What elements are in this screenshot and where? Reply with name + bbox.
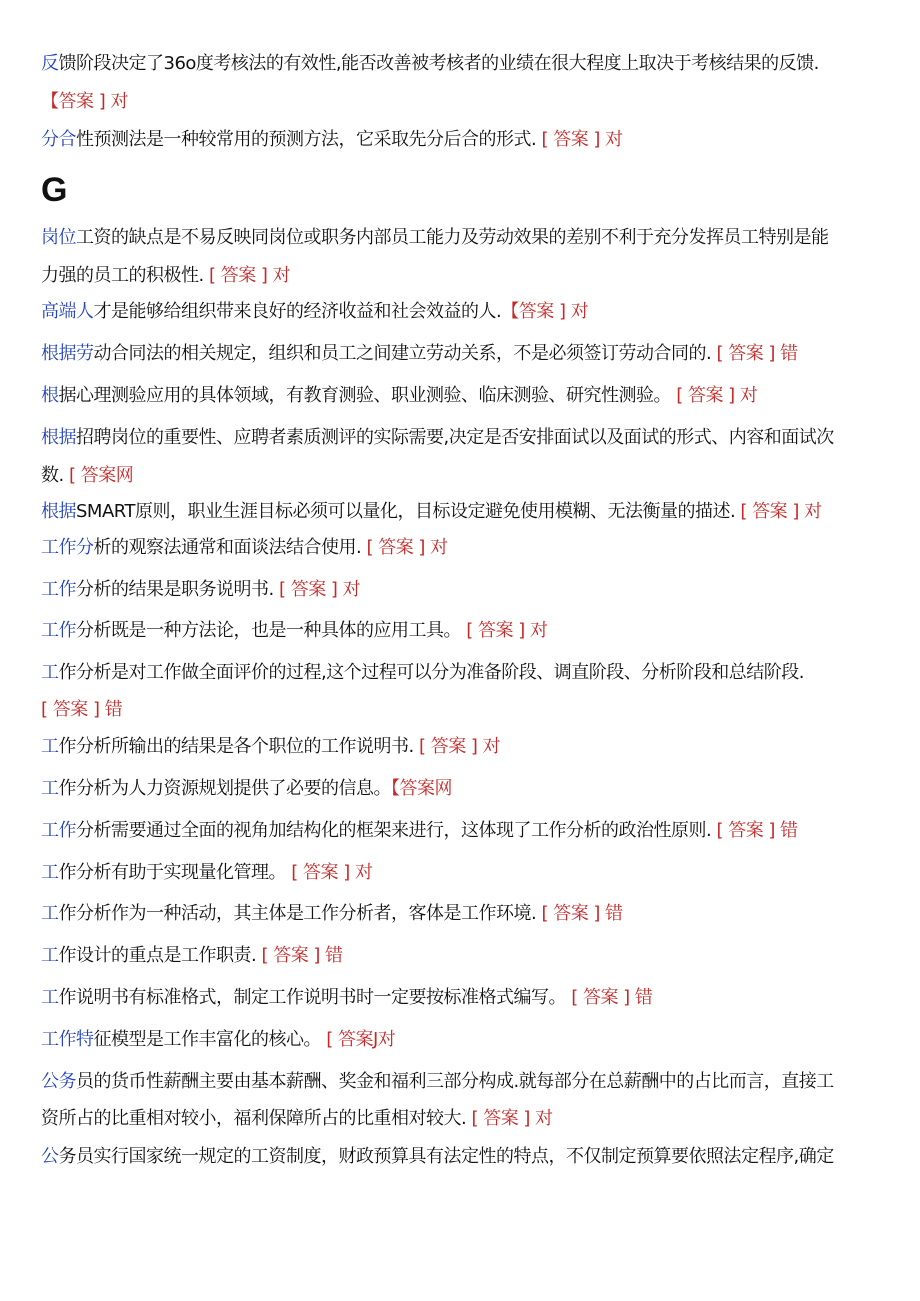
answer-label: [ 答案 ] 对	[278, 579, 361, 600]
line-body-text: 分析既是一种方法论，也是一种具体的应用工具。	[76, 620, 467, 641]
answer-label: [ 答案 ] 错	[716, 820, 798, 841]
answer-line	[41, 265, 901, 287]
answer-label: 【答案网	[391, 778, 452, 799]
answer-label: [ 答案 ] 对	[471, 1108, 553, 1129]
answer-label: 【答案 ] 对	[501, 301, 589, 322]
line-body-text: 作分析为人力资源规划提供了必要的信息。	[58, 778, 391, 799]
answer-line	[41, 579, 901, 601]
line-body-text: 分析需要通过全面的视角加结构化的框架来进行，这体现了工作分析的政治性原则.	[76, 820, 717, 841]
answer-line	[41, 129, 901, 151]
answer-label: [ 答案 ] 对	[366, 537, 448, 558]
line-body-text: 馈阶段决定了36o度考核法的有效性,能否改善被考核者的业绩在很大程度上取决于考核结果的反馈.	[58, 53, 819, 74]
answer-line	[41, 301, 901, 323]
section-heading-g: G	[41, 171, 68, 209]
answer-line	[41, 1146, 901, 1168]
answer-label: [ 答案 ] 错	[571, 987, 653, 1008]
line-lead-text: 工作分	[41, 537, 94, 558]
answer-label: [ 答案 ] 对	[291, 862, 373, 883]
line-lead-text: 工	[41, 662, 59, 683]
answer-line	[41, 53, 901, 75]
answer-line	[41, 903, 901, 925]
line-lead-text: 高端人	[41, 301, 94, 322]
line-lead-text: 工	[41, 903, 59, 924]
answer-line	[41, 537, 901, 559]
line-body-text: 员的货币性薪酬主要由基本薪酬、奖金和福利三部分构成.就每部分在总薪酬中的占比而言，直接工	[76, 1071, 834, 1092]
line-body-text: 作分析是对工作做全面评价的过程,这个过程可以分为准备阶段、调直阶段、分析阶段和总结阶段.	[58, 662, 804, 683]
line-lead-text: 工作	[41, 820, 76, 841]
line-body-text: 才是能够给组织带来良好的经济收益和社会效益的人.	[93, 301, 502, 322]
line-lead-text: 工	[41, 945, 59, 966]
line-body-text: 作分析有助于实现量化管理。	[58, 862, 292, 883]
line-lead-text: 工	[41, 736, 59, 757]
answer-line	[41, 1029, 901, 1051]
line-body-text: 作说明书有标准格式，制定工作说明书时一定要按标准格式编写。	[58, 987, 572, 1008]
line-body-text: 作分析作为一种活动，其主体是工作分析者，客体是工作环境.	[58, 903, 542, 924]
line-lead-text: 岗位	[41, 227, 76, 248]
line-body-text: 征模型是工作丰富化的核心。	[93, 1029, 327, 1050]
answer-line	[41, 501, 901, 523]
answer-label: [ 答案 ] 对	[676, 385, 758, 406]
answer-label: [ 答案 ] 对	[466, 620, 548, 641]
answer-line	[41, 778, 901, 800]
line-lead-text: 根据劳	[41, 343, 94, 364]
answer-line	[41, 343, 901, 365]
line-body-text: 务员实行国家统一规定的工资制度，财政预算具有法定性的特点，不仅制定预算要依照法定程序,确定	[58, 1146, 834, 1167]
line-body-text: 资所占的比重相对较小，福利保障所占的比重相对较大.	[41, 1108, 472, 1129]
answer-label: 【答案 ] 对	[41, 91, 128, 112]
answer-line	[41, 987, 901, 1009]
answer-label: [ 答案 ] 对	[418, 736, 501, 757]
line-body-text: 据心理测验应用的具体领域，有教育测验、职业测验、临床测验、研究性测验。	[58, 385, 677, 406]
answer-line	[41, 620, 901, 642]
line-lead-text: 根据	[41, 501, 76, 522]
line-lead-text: 根	[41, 385, 59, 406]
line-body-text: 性预测法是一种较常用的预测方法，它采取先分后合的形式.	[76, 129, 542, 150]
line-lead-text: 分合	[41, 129, 76, 150]
line-body-text: SMART原则，职业生涯目标必须可以量化，目标设定避免使用模糊、无法衡量的描述.	[76, 501, 741, 522]
line-body-text: 工资的缺点是不易反映同岗位或职务内部员工能力及劳动效果的差别不利于充分发挥员工特别是能	[76, 227, 829, 248]
answer-line	[41, 227, 901, 249]
line-lead-text: 工	[41, 987, 59, 1008]
answer-label: [ 答案 ] 错	[541, 903, 623, 924]
answer-line	[41, 1071, 901, 1093]
line-lead-text: 工作	[41, 579, 76, 600]
answer-label: [ 答案 ] 错	[41, 699, 123, 720]
answer-line	[41, 945, 901, 967]
line-lead-text: 工作	[41, 620, 76, 641]
answer-label: [ 答案 ] 对	[740, 501, 822, 522]
line-body-text: 招聘岗位的重要性、应聘者素质测评的实际需要,决定是否安排面试以及面试的形式、内容和面试次	[76, 427, 834, 448]
answer-line	[41, 385, 901, 407]
answer-line	[41, 427, 901, 449]
answer-label: [ 答案 ] 对	[208, 265, 291, 286]
line-lead-text: 根据	[41, 427, 76, 448]
line-lead-text: 反	[41, 53, 59, 74]
answer-line	[41, 862, 901, 884]
answer-line	[41, 736, 901, 758]
line-lead-text: 工	[41, 778, 59, 799]
answer-line	[41, 820, 901, 842]
answer-label: [ 答案 ] 错	[261, 945, 343, 966]
line-body-text: 动合同法的相关规定，组织和员工之间建立劳动关系，不是必须签订劳动合同的.	[93, 343, 717, 364]
answer-label: [ 答案 ] 对	[541, 129, 623, 150]
line-lead-text: 工	[41, 862, 59, 883]
line-body-text: 作分析所输出的结果是各个职位的工作说明书.	[58, 736, 419, 757]
answer-line	[41, 662, 901, 684]
answer-line	[41, 699, 901, 721]
answer-label: [ 答案网	[68, 465, 134, 486]
line-body-text: 数.	[41, 465, 69, 486]
line-lead-text: 公务	[41, 1071, 76, 1092]
line-body-text: 作设计的重点是工作职责.	[58, 945, 262, 966]
line-body-text: 分析的结果是职务说明书.	[76, 579, 279, 600]
answer-line	[41, 91, 901, 113]
line-lead-text: 工作特	[41, 1029, 94, 1050]
line-body-text: 析的观察法通常和面谈法结合使用.	[93, 537, 367, 558]
answer-line	[41, 1108, 901, 1130]
line-body-text: 力强的员工的积极性.	[41, 265, 209, 286]
answer-label: [ 答案J对	[326, 1029, 396, 1050]
line-lead-text: 公	[41, 1146, 59, 1167]
answer-line	[41, 465, 901, 487]
answer-label: [ 答案 ] 错	[716, 343, 798, 364]
